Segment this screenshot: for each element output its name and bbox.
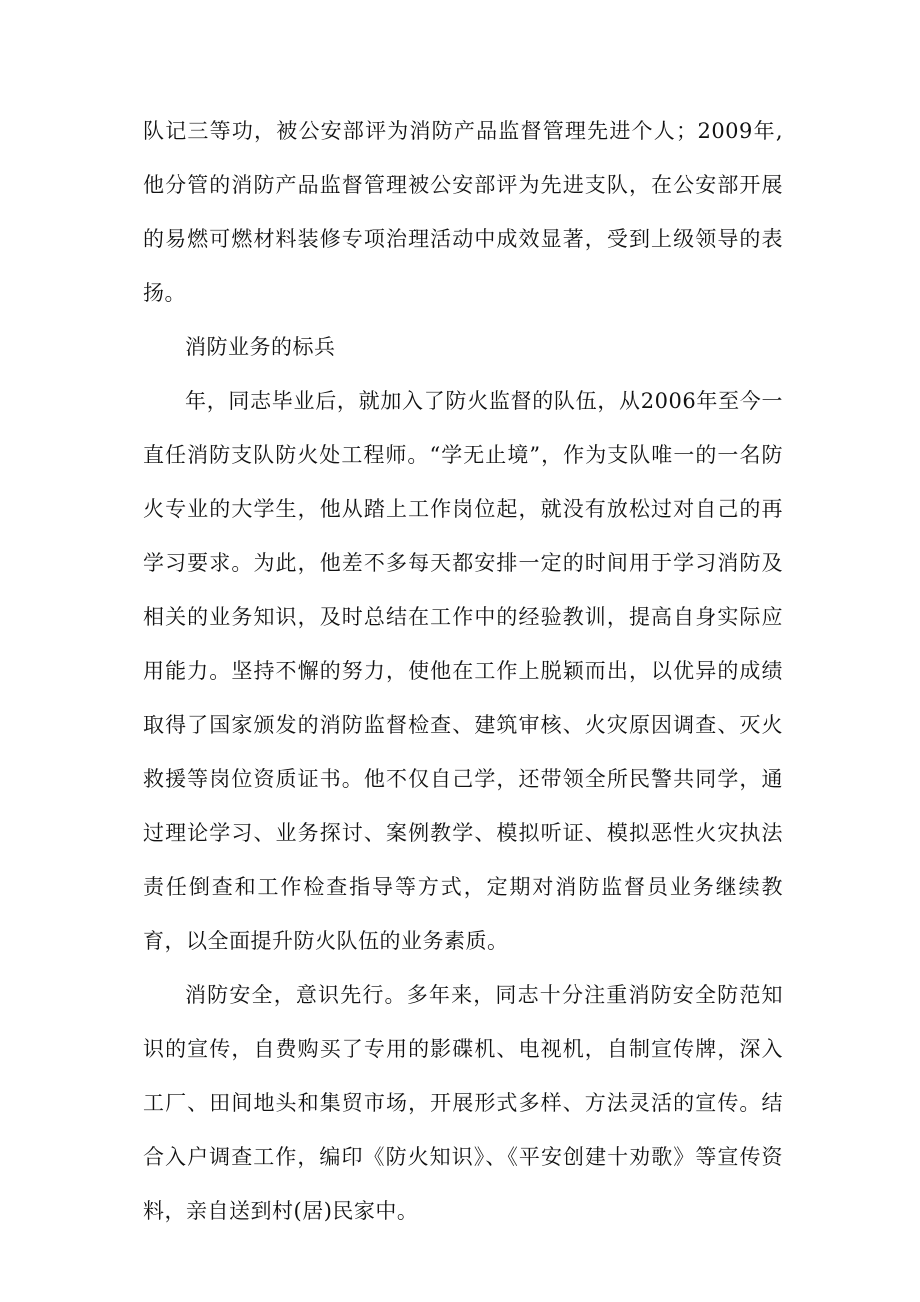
- paragraph-continuation: 队记三等功，被公安部评为消防产品监督管理先进个人；2009年,他分管的消防产品监督管理被公安部评为先进支队，在公安部开展的易燃可燃材料装修专项治理活动中成效显著，受到上级领导的表扬。: [143, 119, 783, 305]
- paragraph-professional: 年，同志毕业后，就加入了防火监督的队伍，从2006年至今一直任消防支队防火处工程师。“学无止境”，作为支队唯一的一名防火专业的大学生，他从踏上工作岗位起，就没有放松过对自己的再学习要求。为此，他差不多每天都安排一定的时间用于学习消防及相关的业务知识，及时总结在工作中的经验教训，提高自身实际应用能力。坚持不懈的努力，使他在工作上脱颖而出，以优异的成绩取得了国家颁发的消防监督检查、建筑审核、火灾原因调查、灭火救援等岗位资质证书。他不仅自己学，还带领全所民警共同学，通过理论学习、业务探讨、案例教学、模拟听证、模拟恶性火灾执法责任倒查和工作检查指导等方式，定期对消防监督员业务继续教育，以全面提升防火队伍的业务素质。: [143, 389, 783, 953]
- section-heading: 消防业务的标兵: [185, 335, 336, 359]
- paragraph-awareness: 消防安全，意识先行。多年来，同志十分注重消防安全防范知识的宣传，自费购买了专用的影碟机、电视机，自制宣传牌，深入工厂、田间地头和集贸市场，开展形式多样、方法灵活的宣传。结合入户调查工作，编印《防火知识》、《平安创建十劝歌》等宣传资料，亲自送到村(居)民家中。: [143, 983, 783, 1223]
- document-body: [143, 104, 783, 1238]
